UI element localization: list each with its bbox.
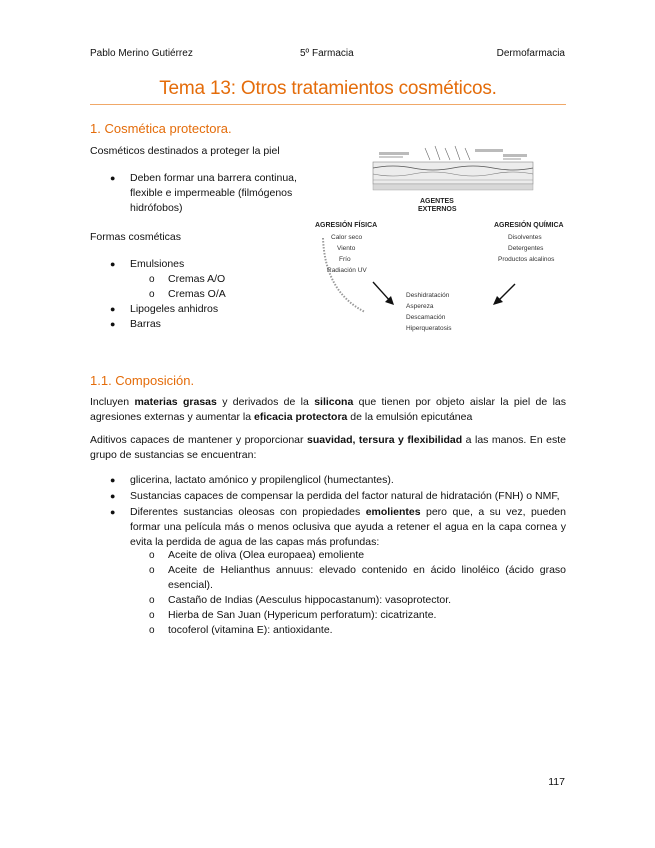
- diagram-effect-item: Aspereza: [406, 303, 434, 310]
- bullet-icon: ●: [110, 475, 116, 485]
- list-item: ● Lipogeles anhidros: [110, 303, 219, 315]
- circle-bullet-icon: o: [149, 550, 155, 561]
- list-item: ● glicerina, lactato amónico y propilenglicol (humectantes).: [110, 474, 394, 486]
- list-item: o Aceite de Helianthus annuus: elevado contenido en ácido linoléico (ácido graso esencial).: [149, 564, 566, 591]
- bullet-icon: ●: [110, 304, 116, 314]
- bullet-icon: ●: [110, 319, 116, 329]
- external-agents-diagram: [305, 142, 590, 342]
- section-heading-cosmetica-protectora: 1. Cosmética protectora.: [90, 121, 232, 136]
- bullet-icon: ●: [110, 491, 116, 501]
- diagram-quimica-title: AGRESIÓN QUÍMICA: [494, 222, 564, 229]
- diagram-quimica-item: Disolventes: [508, 234, 542, 241]
- bullet-icon: ●: [110, 173, 116, 183]
- header-course: 5º Farmacia: [300, 48, 354, 59]
- section-heading-composicion: 1.1. Composición.: [90, 373, 195, 388]
- list-item: o Cremas A/O: [149, 273, 226, 285]
- composition-paragraph-2: Aditivos capaces de mantener y proporcionar suavidad, tersura y flexibilidad a las manos. En este grupo de sustancias se encuentran:: [90, 434, 566, 461]
- list-item: o Castaño de Indias (Aesculus hippocastanum): vasoprotector.: [149, 594, 452, 606]
- diagram-fisica-item: Frío: [339, 256, 351, 263]
- list-item: ● Diferentes sustancias oleosas con propiedades emolientes pero que, a su vez, pueden formar una película más o menos oclusiva que ayuda a retener el agua en la capa cornea y evita la perdida de agua de las capas más profundas:: [110, 506, 566, 548]
- page-number: 117: [548, 776, 565, 788]
- circle-bullet-icon: o: [149, 289, 155, 300]
- diagram-fisica-item: Calor seco: [331, 234, 363, 241]
- circle-bullet-icon: o: [149, 595, 155, 606]
- circle-bullet-icon: o: [149, 625, 155, 636]
- header-subject: Dermofarmacia: [496, 48, 565, 59]
- arrow-down-right-icon: [373, 282, 394, 305]
- composition-list: [110, 473, 566, 550]
- list-item: o Cremas O/A: [149, 288, 226, 300]
- circle-bullet-icon: o: [149, 610, 155, 621]
- list-item: ● Deben formar una barrera continua, flexible e impermeable (filmógenos hidrófobos): [110, 172, 297, 214]
- diagram-quimica-item: Productos alcalinos: [498, 256, 555, 263]
- diagram-externos-label: EXTERNOS: [418, 206, 457, 213]
- list-item: o Aceite de oliva (Olea europaea) emoliente: [149, 549, 365, 561]
- skin-layers-illustration: [373, 146, 533, 190]
- diagram-agentes-label: AGENTES: [420, 198, 454, 205]
- circle-bullet-icon: o: [149, 274, 155, 285]
- barrier-list: [110, 171, 310, 216]
- header-author: Pablo Merino Gutiérrez: [90, 48, 193, 59]
- list-item: ● Sustancias capaces de compensar la perdida del factor natural de hidratación (FNH) o NMF,: [110, 490, 560, 502]
- forms-label: Formas cosméticas: [90, 231, 182, 243]
- list-item: ● Emulsiones: [110, 258, 185, 270]
- diagram-effect-item: Deshidratación: [406, 292, 450, 299]
- diagram-effect-item: Hiperqueratosis: [406, 325, 452, 332]
- diagram-fisica-title: AGRESIÓN FÍSICA: [315, 222, 378, 229]
- diagram-fisica-item: Radiación UV: [327, 267, 367, 274]
- diagram-fisica-item: Viento: [337, 245, 356, 252]
- diagram-quimica-item: Detergentes: [508, 245, 544, 252]
- circle-bullet-icon: o: [149, 565, 155, 576]
- section-intro: Cosméticos destinados a proteger la piel: [90, 145, 280, 157]
- diagram-graphic: [305, 142, 590, 342]
- list-item: ● Barras: [110, 318, 161, 330]
- forms-list: [110, 257, 226, 332]
- list-item: o tocoferol (vitamina E): antioxidante.: [149, 624, 333, 636]
- composition-paragraph-1: Incluyen materias grasas y derivados de la silicona que tienen por objeto aislar la piel de las agresiones externas y aumentar la eficacia protectora de la emulsión epicutánea: [90, 396, 566, 423]
- list-item: o Hierba de San Juan (Hypericum perforatum): cicatrizante.: [149, 609, 437, 621]
- bullet-icon: ●: [110, 507, 116, 517]
- bullet-icon: ●: [110, 259, 116, 269]
- arrow-down-left-icon: [493, 284, 515, 305]
- oils-sublist: [149, 548, 566, 638]
- diagram-effect-item: Descamación: [406, 314, 446, 321]
- title-underline: [90, 104, 566, 105]
- page-title: Tema 13: Otros tratamientos cosméticos.: [159, 78, 497, 99]
